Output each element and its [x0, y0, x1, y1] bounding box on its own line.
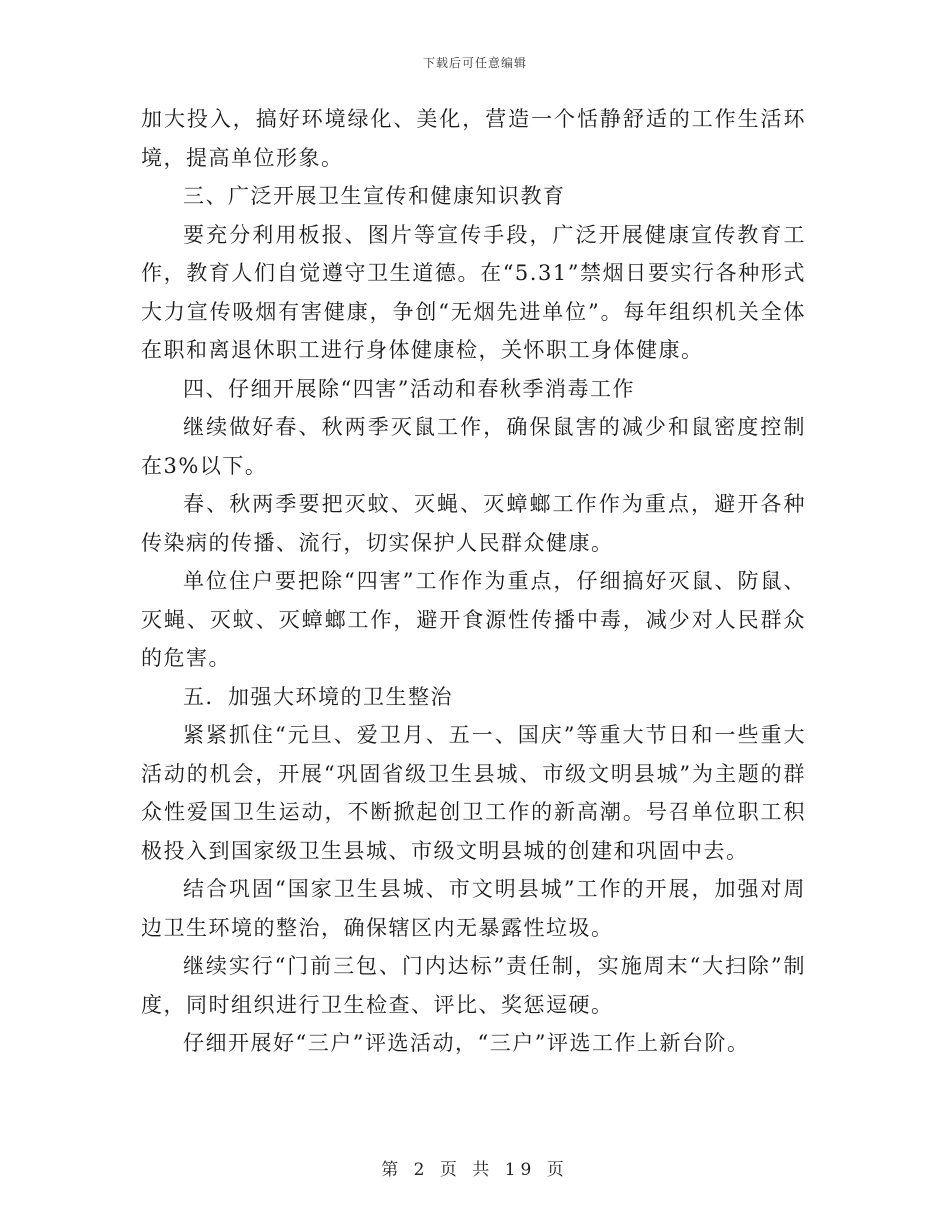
paragraph: 加大投入，搞好环境绿化、美化，营造一个恬静舒适的工作生活环境，提高单位形象。	[141, 107, 806, 170]
section-heading: 四、仔细开展除“四害”活动和春秋季消毒工作	[183, 376, 635, 401]
paragraph: 继续实行“门前三包、门内达标”责任制，实施周末“大扫除”制度，同时组织进行卫生检查、评比、奖惩逗硬。	[141, 954, 806, 1017]
paragraph: 仔细开展好“三户”评选活动，“三户”评选工作上新台阶。	[183, 1031, 750, 1055]
page-header: 下载后可任意编辑	[422, 56, 527, 70]
section-heading: 五．加强大环境的卫生整治	[183, 684, 453, 709]
paragraph: 要充分利用板报、图片等宣传手段，广泛开展健康宣传教育工作，教育人们自觉遵守卫生道德。在“5.31”禁烟日要实行各种形式大力宣传吸烟有害健康，争创“无烟先进单位”。每年组织机关全体在职和离退休职工进行身体健康检，关怀职工身体健康。	[141, 222, 806, 362]
section-heading: 三、广泛开展卫生宣传和健康知识教育	[183, 184, 566, 208]
paragraph: 紧紧抓住“元旦、爱卫月、五一、国庆”等重大节日和一些重大活动的机会，开展“巩固省级卫生县城、市级文明县城”为主题的群众性爱国卫生运动，不断掀起创卫工作的新高潮。号召单位职工积极投入到国家级卫生县城、市级文明县城的创建和巩固中去。	[141, 723, 806, 863]
paragraph: 结合巩固“国家卫生县城、市文明县城”工作的开展，加强对周边卫生环境的整治，确保辖区内无暴露性垃圾。	[141, 877, 806, 940]
paragraph: 春、秋两季要把灭蚊、灭蝇、灭蟑螂工作作为重点，避开各种传染病的传播、流行，切实保护人民群众健康。	[141, 492, 806, 555]
document-body	[141, 100, 806, 1063]
page-number-footer: 第 2 页 共 19 页	[381, 1160, 569, 1180]
paragraph: 继续做好春、秋两季灭鼠工作，确保鼠害的减少和鼠密度控制在3%以下。	[141, 415, 806, 478]
paragraph: 单位住户要把除“四害”工作作为重点，仔细搞好灭鼠、防鼠、灭蝇、灭蚊、灭蟑螂工作，避开食源性传播中毒，减少对人民群众的危害。	[141, 569, 806, 670]
